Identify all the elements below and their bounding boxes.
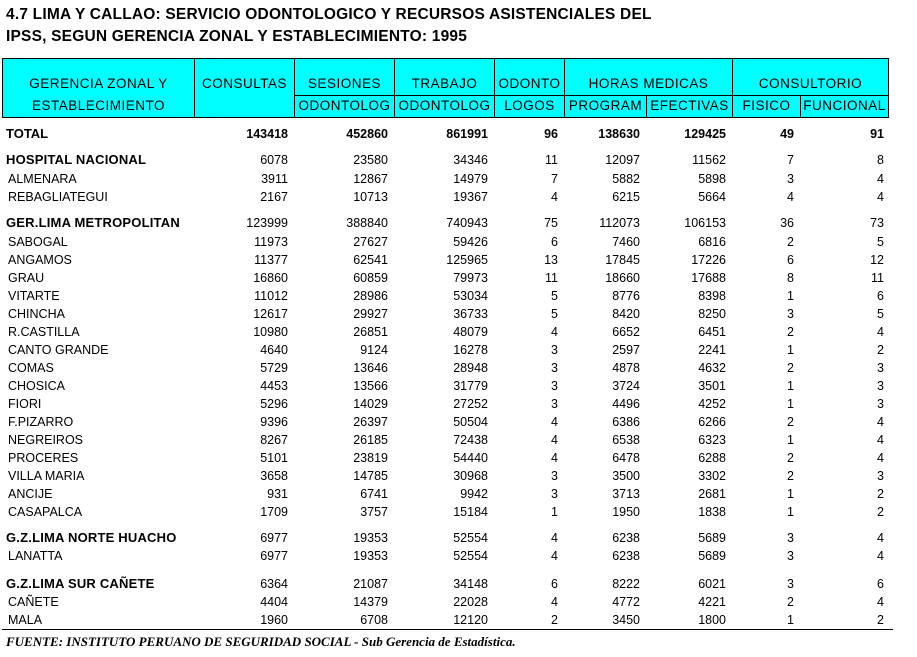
cell-fisico: 2 — [787, 451, 794, 465]
cell-consultas: 5101 — [260, 451, 288, 465]
cell-programadas: 1950 — [612, 505, 640, 519]
cell-efectivas: 106153 — [684, 216, 726, 230]
table-row — [0, 323, 917, 341]
cell-consultas: 12617 — [253, 307, 288, 321]
cell-funcional: 12 — [870, 253, 884, 267]
cell-programadas: 6478 — [612, 451, 640, 465]
cell-programadas: 3500 — [612, 469, 640, 483]
cell-sesiones: 452860 — [346, 127, 388, 141]
cell-fisico: 1 — [787, 613, 794, 627]
cell-fisico: 3 — [787, 172, 794, 186]
table-row — [0, 449, 917, 467]
cell-odontologos: 75 — [544, 216, 558, 230]
cell-odontologos: 3 — [551, 361, 558, 375]
cell-odontologos: 4 — [551, 549, 558, 563]
row-label: VILLA MARIA — [8, 469, 85, 483]
cell-sesiones: 13566 — [353, 379, 388, 393]
cell-consultas: 16860 — [253, 271, 288, 285]
cell-fisico: 8 — [787, 271, 794, 285]
cell-funcional: 4 — [877, 190, 884, 204]
cell-programadas: 6238 — [612, 549, 640, 563]
group-row — [0, 214, 917, 232]
cell-fisico: 1 — [787, 343, 794, 357]
cell-trabajo: 30968 — [453, 469, 488, 483]
cell-fisico: 1 — [787, 289, 794, 303]
cell-trabajo: 79973 — [453, 271, 488, 285]
cell-odontologos: 4 — [551, 190, 558, 204]
row-label: GRAU — [8, 271, 45, 285]
cell-trabajo: 54440 — [453, 451, 488, 465]
row-label: LANATTA — [8, 549, 63, 563]
cell-fisico: 2 — [787, 595, 794, 609]
cell-sesiones: 21087 — [353, 577, 388, 591]
cell-consultas: 143418 — [246, 127, 288, 141]
table-row — [0, 413, 917, 431]
cell-sesiones: 12867 — [353, 172, 388, 186]
cell-sesiones: 14785 — [353, 469, 388, 483]
cell-efectivas: 6021 — [698, 577, 726, 591]
cell-funcional: 8 — [877, 153, 884, 167]
cell-efectivas: 3302 — [698, 469, 726, 483]
cell-consultas: 11973 — [254, 235, 288, 249]
cell-consultas: 5729 — [260, 361, 288, 375]
table-row — [0, 359, 917, 377]
cell-trabajo: 861991 — [446, 127, 488, 141]
cell-efectivas: 17688 — [691, 271, 726, 285]
cell-sesiones: 28986 — [353, 289, 388, 303]
cell-efectivas: 5689 — [698, 549, 726, 563]
cell-sesiones: 6708 — [360, 613, 388, 627]
cell-programadas: 7460 — [612, 235, 640, 249]
cell-sesiones: 27627 — [353, 235, 388, 249]
cell-consultas: 123999 — [246, 216, 288, 230]
cell-programadas: 112073 — [599, 216, 640, 230]
cell-trabajo: 28948 — [453, 361, 488, 375]
cell-sesiones: 60859 — [353, 271, 388, 285]
group-row — [0, 529, 917, 547]
cell-sesiones: 19353 — [353, 549, 388, 563]
cell-funcional: 4 — [877, 172, 884, 186]
cell-sesiones: 9124 — [360, 343, 388, 357]
cell-fisico: 7 — [787, 153, 794, 167]
cell-programadas: 3450 — [612, 613, 640, 627]
cell-trabajo: 48079 — [453, 325, 488, 339]
cell-efectivas: 6266 — [698, 415, 726, 429]
table-row — [0, 593, 917, 611]
cell-funcional: 4 — [877, 415, 884, 429]
cell-sesiones: 29927 — [353, 307, 388, 321]
cell-trabajo: 19367 — [453, 190, 488, 204]
row-label: CAÑETE — [8, 595, 59, 609]
cell-consultas: 8267 — [260, 433, 288, 447]
header-consultas: CONSULTAS — [201, 76, 287, 91]
cell-efectivas: 8398 — [698, 289, 726, 303]
cell-trabajo: 72438 — [453, 433, 488, 447]
cell-programadas: 138630 — [598, 127, 640, 141]
cell-consultas: 9396 — [260, 415, 288, 429]
cell-sesiones: 23819 — [353, 451, 388, 465]
cell-consultas: 1709 — [260, 505, 288, 519]
table-row — [0, 467, 917, 485]
cell-funcional: 11 — [871, 271, 884, 285]
header-sesiones-line2: ODONTOLOG — [298, 98, 391, 113]
header-consultorio-funcional: FUNCIONAL — [803, 98, 886, 113]
row-label: PROCERES — [8, 451, 79, 465]
cell-sesiones: 3757 — [360, 505, 388, 519]
cell-odontologos: 4 — [551, 325, 558, 339]
cell-efectivas: 5664 — [698, 190, 726, 204]
cell-efectivas: 1838 — [698, 505, 726, 519]
total-row — [0, 125, 917, 143]
table-row — [0, 395, 917, 413]
cell-programadas: 4496 — [612, 397, 640, 411]
cell-consultas: 11377 — [254, 253, 288, 267]
cell-efectivas: 1800 — [698, 613, 726, 627]
cell-efectivas: 11562 — [692, 153, 726, 167]
cell-sesiones: 26185 — [353, 433, 388, 447]
cell-sesiones: 14379 — [353, 595, 388, 609]
cell-odontologos: 5 — [551, 289, 558, 303]
cell-consultas: 4640 — [260, 343, 288, 357]
cell-sesiones: 10713 — [353, 190, 388, 204]
cell-programadas: 12097 — [605, 153, 640, 167]
cell-efectivas: 2241 — [698, 343, 726, 357]
header-consultorio-fisico: FISICO — [742, 98, 791, 113]
cell-odontologos: 96 — [544, 127, 558, 141]
cell-odontologos: 3 — [551, 397, 558, 411]
cell-efectivas: 2681 — [698, 487, 726, 501]
header-odonto-line2: LOGOS — [504, 98, 555, 113]
cell-fisico: 1 — [787, 397, 794, 411]
cell-fisico: 3 — [787, 307, 794, 321]
cell-trabajo: 22028 — [453, 595, 488, 609]
cell-sesiones: 13646 — [353, 361, 388, 375]
header-trabajo-line1: TRABAJO — [411, 76, 478, 91]
cell-funcional: 4 — [877, 325, 884, 339]
cell-fisico: 49 — [780, 127, 794, 141]
cell-programadas: 5882 — [612, 172, 640, 186]
cell-sesiones: 14029 — [353, 397, 388, 411]
row-label: G.Z.LIMA NORTE HUACHO — [6, 530, 177, 545]
cell-funcional: 2 — [877, 487, 884, 501]
header-horas-efectivas: EFECTIVAS — [650, 98, 729, 113]
cell-funcional: 6 — [877, 577, 884, 591]
cell-programadas: 4772 — [612, 595, 640, 609]
cell-odontologos: 4 — [551, 451, 558, 465]
table-row — [0, 170, 917, 188]
header-gerencia-line2: ESTABLECIMIENTO — [31, 98, 166, 113]
cell-funcional: 91 — [870, 127, 884, 141]
cell-fisico: 36 — [780, 216, 794, 230]
cell-efectivas: 4632 — [698, 361, 726, 375]
row-label: REBAGLIATEGUI — [8, 190, 108, 204]
cell-trabajo: 740943 — [446, 216, 488, 230]
cell-programadas: 6538 — [612, 433, 640, 447]
row-label: NEGREIROS — [8, 433, 84, 447]
row-label: F.PIZARRO — [8, 415, 74, 429]
cell-programadas: 18660 — [605, 271, 640, 285]
cell-sesiones: 6741 — [360, 487, 388, 501]
cell-funcional: 3 — [877, 361, 884, 375]
table-row — [0, 611, 917, 629]
cell-odontologos: 3 — [551, 343, 558, 357]
cell-programadas: 2597 — [612, 343, 640, 357]
row-label: G.Z.LIMA SUR CAÑETE — [6, 576, 155, 591]
cell-efectivas: 5898 — [698, 172, 726, 186]
cell-funcional: 4 — [877, 595, 884, 609]
cell-sesiones: 23580 — [353, 153, 388, 167]
cell-odontologos: 6 — [551, 235, 558, 249]
cell-trabajo: 34148 — [453, 577, 488, 591]
footer-divider — [2, 629, 893, 630]
cell-sesiones: 388840 — [346, 216, 388, 230]
cell-funcional: 2 — [877, 343, 884, 357]
cell-programadas: 6386 — [612, 415, 640, 429]
table-row — [0, 251, 917, 269]
cell-trabajo: 50504 — [453, 415, 488, 429]
cell-funcional: 3 — [877, 397, 884, 411]
table-title-line2: IPSS, SEGUN GERENCIA ZONAL Y ESTABLECIMIENTO: 1995 — [6, 28, 468, 45]
cell-consultas: 5296 — [260, 397, 288, 411]
row-label: CHOSICA — [8, 379, 65, 393]
cell-fisico: 2 — [787, 325, 794, 339]
cell-fisico: 4 — [787, 190, 794, 204]
cell-funcional: 3 — [877, 469, 884, 483]
cell-fisico: 1 — [787, 433, 794, 447]
cell-odontologos: 3 — [551, 379, 558, 393]
cell-efectivas: 4252 — [698, 397, 726, 411]
cell-funcional: 6 — [877, 289, 884, 303]
cell-odontologos: 4 — [551, 595, 558, 609]
table-row — [0, 269, 917, 287]
header-odonto-line1: ODONTO — [498, 76, 561, 91]
cell-trabajo: 34346 — [453, 153, 488, 167]
cell-programadas: 6238 — [612, 531, 640, 545]
cell-fisico: 1 — [787, 487, 794, 501]
row-label: ALMENARA — [8, 172, 77, 186]
table-title-line1: 4.7 LIMA Y CALLAO: SERVICIO ODONTOLOGICO Y RECURSOS ASISTENCIALES DEL — [6, 6, 652, 23]
cell-fisico: 2 — [787, 415, 794, 429]
cell-programadas: 4878 — [612, 361, 640, 375]
cell-consultas: 6977 — [260, 531, 288, 545]
table-row — [0, 341, 917, 359]
cell-fisico: 3 — [787, 549, 794, 563]
cell-trabajo: 53034 — [453, 289, 488, 303]
cell-fisico: 1 — [787, 505, 794, 519]
cell-sesiones: 26851 — [353, 325, 388, 339]
cell-consultas: 6977 — [260, 549, 288, 563]
cell-fisico: 1 — [787, 379, 794, 393]
table-row — [0, 547, 917, 565]
row-label: ANCIJE — [8, 487, 53, 501]
table-title — [6, 4, 652, 48]
cell-efectivas: 4221 — [698, 595, 726, 609]
cell-odontologos: 11 — [545, 271, 558, 285]
cell-trabajo: 36733 — [453, 307, 488, 321]
cell-funcional: 73 — [870, 216, 884, 230]
table-row — [0, 305, 917, 323]
cell-fisico: 3 — [787, 577, 794, 591]
cell-odontologos: 6 — [551, 577, 558, 591]
cell-efectivas: 6816 — [698, 235, 726, 249]
cell-consultas: 6078 — [260, 153, 288, 167]
cell-odontologos: 3 — [551, 469, 558, 483]
table-row — [0, 188, 917, 206]
header-sesiones-line1: SESIONES — [307, 76, 382, 91]
cell-programadas: 6215 — [612, 190, 640, 204]
cell-programadas: 8222 — [612, 577, 640, 591]
cell-odontologos: 4 — [551, 433, 558, 447]
row-label: CASAPALCA — [8, 505, 83, 519]
cell-funcional: 4 — [877, 549, 884, 563]
row-label: GER.LIMA METROPOLITAN — [6, 215, 180, 230]
cell-trabajo: 12120 — [453, 613, 488, 627]
cell-consultas: 4404 — [260, 595, 288, 609]
row-label: VITARTE — [8, 289, 60, 303]
cell-efectivas: 6323 — [698, 433, 726, 447]
cell-odontologos: 4 — [551, 415, 558, 429]
row-label: FIORI — [8, 397, 42, 411]
cell-trabajo: 59426 — [453, 235, 488, 249]
cell-consultas: 3658 — [260, 469, 288, 483]
cell-trabajo: 31779 — [453, 379, 488, 393]
table-row — [0, 485, 917, 503]
cell-consultas: 1960 — [260, 613, 288, 627]
cell-trabajo: 52554 — [453, 549, 488, 563]
cell-efectivas: 6288 — [698, 451, 726, 465]
cell-efectivas: 8250 — [698, 307, 726, 321]
header-trabajo-line2: ODONTOLOG — [398, 98, 491, 113]
cell-programadas: 8776 — [612, 289, 640, 303]
cell-funcional: 5 — [877, 307, 884, 321]
row-label: HOSPITAL NACIONAL — [6, 152, 147, 167]
cell-funcional: 2 — [877, 613, 884, 627]
cell-sesiones: 19353 — [353, 531, 388, 545]
cell-funcional: 5 — [877, 235, 884, 249]
cell-efectivas: 5689 — [698, 531, 726, 545]
cell-funcional: 3 — [877, 379, 884, 393]
cell-odontologos: 2 — [551, 613, 558, 627]
row-label: CHINCHA — [8, 307, 65, 321]
cell-fisico: 2 — [787, 469, 794, 483]
cell-programadas: 6652 — [612, 325, 640, 339]
cell-funcional: 4 — [877, 531, 884, 545]
header-horas-medicas: HORAS MEDICAS — [588, 76, 709, 91]
cell-odontologos: 4 — [551, 531, 558, 545]
source-note: FUENTE: INSTITUTO PERUANO DE SEGURIDAD SOCIAL - Sub Gerencia de Estadística. — [6, 634, 516, 649]
cell-odontologos: 11 — [545, 153, 558, 167]
cell-odontologos: 3 — [551, 487, 558, 501]
cell-consultas: 3911 — [261, 172, 288, 186]
cell-consultas: 6364 — [260, 577, 288, 591]
cell-trabajo: 14979 — [453, 172, 488, 186]
cell-efectivas: 3501 — [698, 379, 726, 393]
cell-trabajo: 125965 — [446, 253, 488, 267]
cell-fisico: 2 — [787, 361, 794, 375]
cell-consultas: 10980 — [253, 325, 288, 339]
cell-trabajo: 16278 — [453, 343, 488, 357]
row-label: CANTO GRANDE — [8, 343, 109, 357]
cell-sesiones: 26397 — [353, 415, 388, 429]
cell-funcional: 2 — [877, 505, 884, 519]
cell-programadas: 17845 — [605, 253, 640, 267]
row-label: ANGAMOS — [8, 253, 72, 267]
header-consultorio: CONSULTORIO — [758, 76, 863, 91]
row-label: R.CASTILLA — [8, 325, 80, 339]
cell-odontologos: 13 — [544, 253, 558, 267]
row-label: TOTAL — [6, 126, 49, 141]
cell-efectivas: 129425 — [684, 127, 726, 141]
cell-trabajo: 9942 — [460, 487, 488, 501]
cell-fisico: 2 — [787, 235, 794, 249]
table-row — [0, 287, 917, 305]
table-header — [2, 58, 889, 118]
table-row — [0, 503, 917, 521]
cell-trabajo: 52554 — [453, 531, 488, 545]
row-label: SABOGAL — [8, 235, 68, 249]
header-gerencia-line1: GERENCIA ZONAL Y — [29, 76, 168, 91]
cell-odontologos: 7 — [551, 172, 558, 186]
table-row — [0, 233, 917, 251]
cell-odontologos: 1 — [551, 505, 558, 519]
cell-funcional: 4 — [877, 433, 884, 447]
cell-funcional: 4 — [877, 451, 884, 465]
header-horas-programadas: PROGRAM — [568, 98, 643, 113]
cell-trabajo: 15184 — [453, 505, 488, 519]
cell-programadas: 3713 — [612, 487, 640, 501]
cell-efectivas: 17226 — [691, 253, 726, 267]
group-row — [0, 151, 917, 169]
table-row — [0, 377, 917, 395]
cell-programadas: 3724 — [612, 379, 640, 393]
cell-efectivas: 6451 — [698, 325, 726, 339]
group-row — [0, 575, 917, 593]
cell-consultas: 2167 — [260, 190, 288, 204]
cell-consultas: 11012 — [254, 289, 288, 303]
row-label: MALA — [8, 613, 43, 627]
cell-fisico: 6 — [787, 253, 794, 267]
table-row — [0, 431, 917, 449]
row-label: COMAS — [8, 361, 54, 375]
cell-sesiones: 62541 — [353, 253, 388, 267]
cell-trabajo: 27252 — [453, 397, 488, 411]
cell-consultas: 931 — [267, 487, 288, 501]
cell-consultas: 4453 — [260, 379, 288, 393]
cell-programadas: 8420 — [612, 307, 640, 321]
cell-fisico: 3 — [787, 531, 794, 545]
cell-odontologos: 5 — [551, 307, 558, 321]
